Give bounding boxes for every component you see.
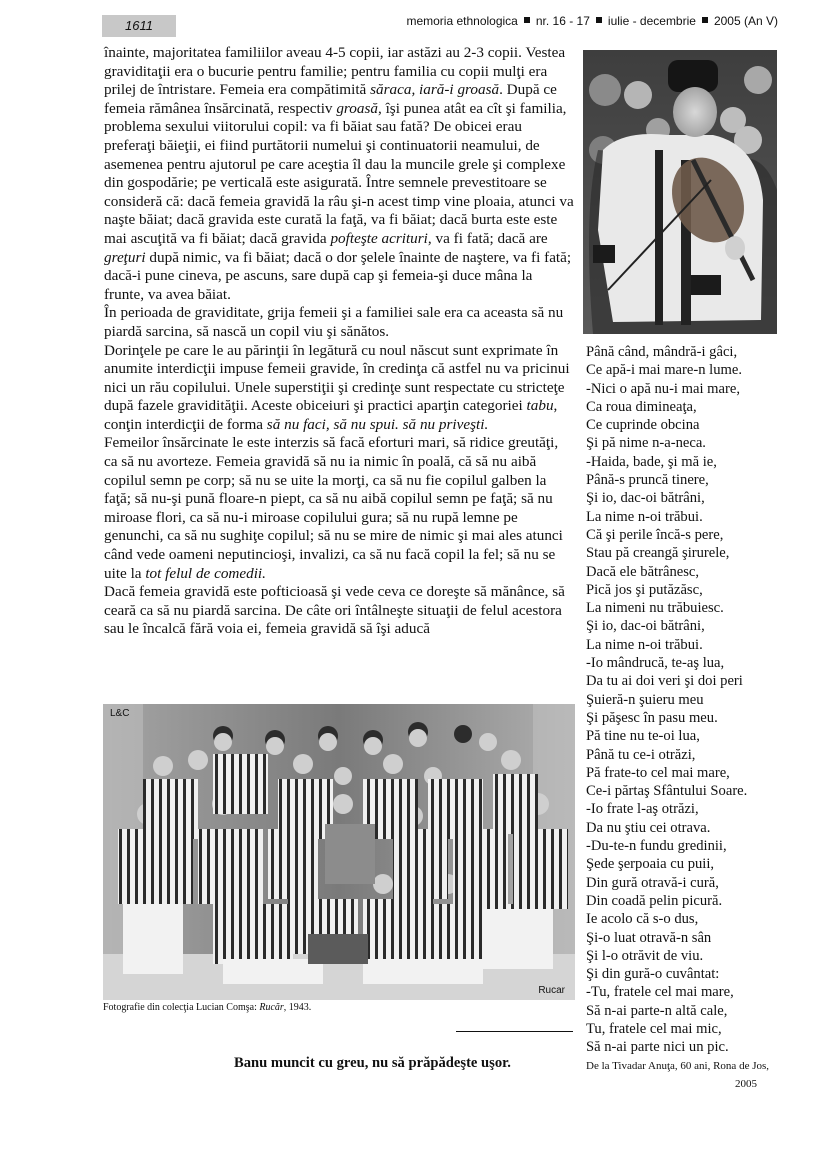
poem-line: Şi io, dac-oi bătrâni, — [586, 490, 705, 507]
poem-line: Şi pă nime n-a-neca. — [586, 435, 706, 452]
poem-line: Şi-o luat otravă-n sân — [586, 929, 712, 946]
poem-line: Şi păşesc în pasu meu. — [586, 709, 718, 726]
divider-line — [456, 1031, 573, 1032]
poem-line: Din coadă pelin picură. — [586, 892, 723, 909]
poem-line: Ce apă-i mai mare-n lume. — [586, 362, 743, 379]
poem-line: Şi din gură-o cuvântat: — [586, 966, 720, 983]
poem-line: Ie acolo că s-o dus, — [586, 911, 699, 928]
poem-line: -Haida, bade, şi mă ie, — [586, 453, 717, 470]
italic-phrase: tabu — [526, 397, 554, 415]
page-number: 1611 — [102, 15, 176, 37]
poem-line: -Io frate l-aş otrăzi, — [586, 801, 699, 818]
square-bullet-icon — [596, 17, 602, 23]
journal-period: iulie - decembrie — [607, 14, 696, 28]
poem-line: Tu, fratele cel mai mic, — [586, 1020, 722, 1037]
photo-watermark: L&C — [110, 708, 130, 719]
poem-line: Da nu ştiu cei otrava. — [586, 819, 711, 836]
poem-line: Şi io, dac-oi bătrâni, — [586, 618, 705, 635]
square-bullet-icon — [524, 17, 530, 23]
poem-line: Să n-ai parte nici un pic. — [586, 1039, 729, 1056]
caption-text: Fotografie din colecţia Lucian Comşa: — [103, 1002, 260, 1013]
photo-violin-player — [583, 50, 777, 334]
poem-line: Că şi perile încă-s pere, — [586, 526, 724, 543]
photo-place-label: Rucar — [538, 985, 565, 996]
poem-line: -Tu, fratele cel mai mare, — [586, 984, 734, 1001]
poem-year: 2005 — [735, 1077, 757, 1090]
text-run: înainte, majoritatea familiilor aveau 4-5 copii, iar astăzi au 2-3 copii. Vestea graviditaţii era o bucurie pentru familie; pentru familia cu copii mulţi era prilej de întristare. Femeia era compătimită — [104, 44, 566, 99]
paragraph — [104, 44, 574, 304]
italic-phrase: săraca, iară-i groasă — [370, 81, 500, 99]
text-run: . După ce femeia rămânea însărcinată, respectiv — [104, 81, 557, 117]
text-run: Dacă femeia gravidă este pofticioasă şi vede ceva ce doreşte să mănânce, să ceară ca să nu piardă sarcina. De câte ori întâlneşte situaţii de felul acestora sau le încalcă fără voia ei, femeia gravidă să îşi aducă — [104, 583, 565, 638]
paragraph — [104, 342, 574, 435]
poem-line: Până când, mândră-i gâci, — [586, 344, 738, 360]
italic-phrase: tot felul de comedii. — [145, 564, 266, 582]
photo-group-portrait — [103, 704, 575, 1000]
poem-line: Ce cuprinde obcina — [586, 417, 700, 434]
text-run: Femeilor însărcinate le este interzis să facă eforturi mari, să ridice greutăţi, ca să nu avorteze. Femeia gravidă să nu ia nimic în poală, că să nu aibă copilul semn pe corp; să nu se uite la morţi, ca să nu fie copilul galben la faţă; să nu-şi pună floare-n piept, ca să nu aibă copilul semn pe faţă; să nu miroase flori, ca să nu-i miroase copilului gura; să nu rupă lemne pe genunchi, ca să nu sughiţe copilul; să nu se mire de nimic şi mai ales atunci când vede oameni neputincioşi, invalizi, ca să nu facă copil la fel; să nu se uite la — [104, 434, 563, 582]
poem-line: Din gură otravă-i cură, — [586, 874, 719, 891]
journal-year: 2005 (An V) — [713, 14, 778, 28]
proverb: Banu muncit cu greu, nu să prăpădeşte uşor. — [234, 1055, 511, 1071]
poem-line: Să n-ai parte-n altă cale, — [586, 1002, 728, 1019]
poem-line: Da tu ai doi veri şi doi peri — [586, 673, 743, 690]
poem-line: Şede şerpoaia cu puii, — [586, 856, 715, 873]
group-portrait-image — [103, 704, 575, 1000]
poem-line: La nimeni nu trăbuiesc. — [586, 600, 724, 617]
italic-phrase: groasă — [336, 99, 378, 117]
caption-year: , 1943. — [283, 1002, 312, 1013]
text-run: În perioada de graviditate, grija femeii şi a familiei sale era ca aceasta să nu piardă sarcina, să nască un copil viu şi sănătos. — [104, 304, 564, 340]
caption-place: Rucăr — [259, 1002, 284, 1013]
paragraph — [104, 434, 574, 583]
poem-line: Ca roua dimineaţa, — [586, 398, 697, 415]
italic-phrase: pofteşte acrituri — [330, 229, 428, 247]
poem-line: -Du-te-n fundu gredinii, — [586, 838, 727, 855]
poem-line: Pă frate-to cel mai mare, — [586, 764, 730, 781]
poem-line: Şi l-o otrăvit de viu. — [586, 947, 704, 964]
text-run: , va fi fată; dacă are — [427, 229, 548, 247]
paragraph — [104, 304, 574, 341]
poem-line: Dacă ele bătrânesc, — [586, 563, 700, 580]
poem-lines — [586, 343, 786, 1057]
text-run: Dorinţele pe care le au părinţii în legătură cu noul născut sunt exprimate în anumite interdicţii impuse femeii gravide, în credinţa că astfel nu va pricinui nici un rău copilului. Unele superstiţii şi credinţe sunt respectate cu stricteţe după fazele gravidităţii. Aceste obiceiuri şi practici aparţin categoriei — [104, 341, 570, 415]
poem-line: Stau pă creangă şirurele, — [586, 545, 730, 562]
square-bullet-icon — [702, 17, 708, 23]
poem-line: -Nici o apă nu-i mai mare, — [586, 380, 740, 397]
journal-issue: nr. 16 - 17 — [535, 14, 590, 28]
poem-line: La nime n-oi trăbui. — [586, 636, 703, 653]
journal-title: memoria ethnologica — [406, 14, 518, 28]
poem-line: Până-s pruncă tinere, — [586, 472, 709, 489]
poem-line: La nime n-oi trăbui. — [586, 508, 703, 525]
photo-caption — [103, 1002, 311, 1013]
article-body — [104, 44, 574, 639]
text-run: , conţin interdicţii de forma — [104, 397, 558, 433]
poem-line: Pă tine nu te-oi lua, — [586, 728, 700, 745]
violin-player-image — [583, 50, 777, 334]
poem-line: Până tu ce-i otrăzi, — [586, 746, 696, 763]
folk-poem — [586, 343, 786, 1092]
italic-phrase: greţuri — [104, 248, 146, 266]
paragraph — [104, 583, 574, 639]
poem-line: Pică jos şi putăzăsc, — [586, 581, 703, 598]
poem-line: Ce-i părtaş Sfântului Soare. — [586, 783, 748, 800]
italic-phrase: să nu faci, să nu spui. să nu priveşti. — [266, 415, 489, 433]
poem-line: -Io mândrucă, te-aş lua, — [586, 655, 725, 672]
text-run: , îşi punea atât ea cît şi familia, problema sexului viitorului copil: va fi băiat sau fată? De obicei erau preferaţi băieţii, ei fiind purtătorii numelui şi continuatorii neamului, de asemenea pentru ajutorul pe care aceştia îl dau la muncile grele şi complexe din gospodărie; pe verticală este asigurată. Între semnele prevestitoare se consideră că: dacă femeia gravidă la râu şi-n acest timp vine ploaia, atunci va naşte băiat; dacă gravida este curată la faţă, va fi băiat; dacă burta este este mai ascuţită va fi băiat; dacă gravida — [104, 99, 574, 247]
running-header — [406, 14, 778, 28]
text-run: după nimic, va fi băiat; dacă o dor şelele înainte de naştere, va fi fată; dacă-i pune cineva, pe ascuns, sare după cap şi femeia-şi duce mâna la frunte, va avea băiat. — [104, 248, 572, 303]
poem-source: De la Tivadar Anuţa, 60 ani, Rona de Jos, — [586, 1059, 770, 1072]
poem-line: Şuieră-n şuieru meu — [586, 691, 704, 708]
